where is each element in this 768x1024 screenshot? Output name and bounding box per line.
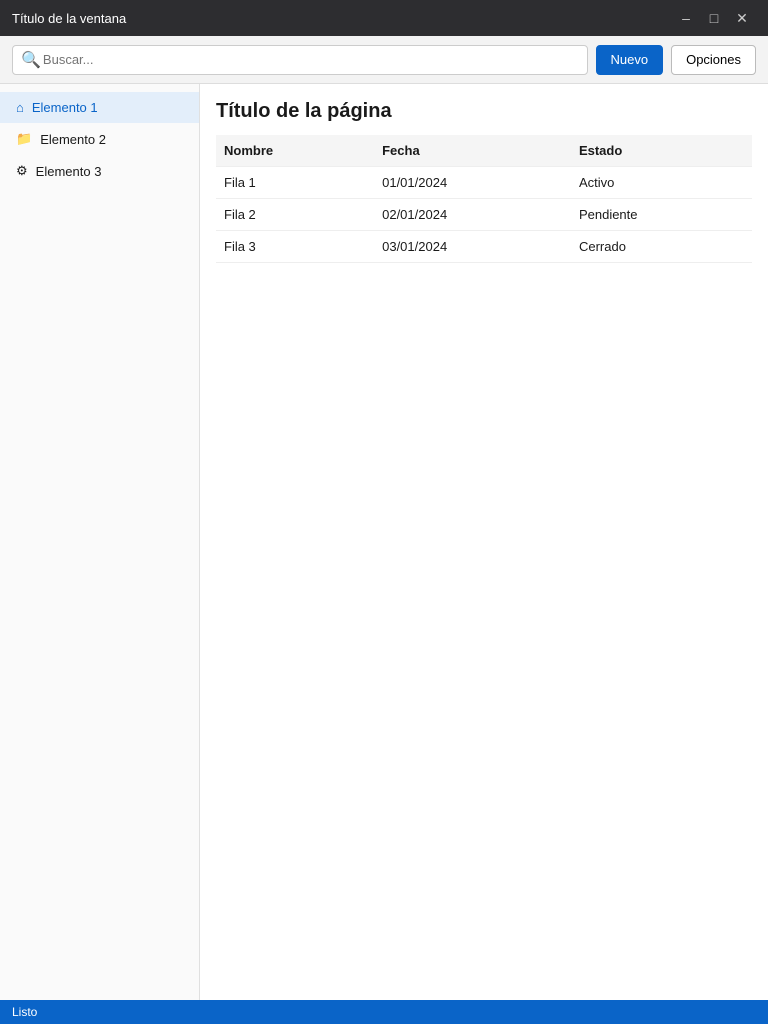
status-bar — [0, 1000, 768, 1024]
table-cell: 01/01/2024 — [374, 167, 571, 199]
home-icon: ⌂ — [16, 100, 24, 115]
content-area — [0, 84, 768, 1000]
page-title: Título de la página — [216, 100, 392, 122]
gear-icon: ⚙ — [16, 163, 28, 178]
table-header-row — [216, 135, 752, 167]
column-header[interactable]: Fecha — [374, 135, 571, 167]
table-cell: 03/01/2024 — [374, 231, 571, 263]
table-cell: 02/01/2024 — [374, 199, 571, 231]
table-row[interactable] — [216, 231, 752, 263]
table-cell: Fila 3 — [216, 231, 374, 263]
folder-icon: 📁 — [16, 131, 33, 146]
title-bar — [0, 0, 768, 36]
toolbar — [0, 36, 768, 84]
table-row[interactable] — [216, 167, 752, 199]
table-cell: Fila 1 — [216, 167, 374, 199]
column-header[interactable]: Nombre — [216, 135, 374, 167]
status-text: Listo — [12, 1005, 38, 1019]
table-cell: Cerrado — [571, 231, 752, 263]
search-box — [12, 45, 588, 75]
sidebar — [0, 84, 200, 1000]
table-cell: Pendiente — [571, 199, 752, 231]
table-cell: Activo — [571, 167, 752, 199]
new-button[interactable]: Nuevo — [596, 45, 664, 75]
sidebar-item-1[interactable] — [0, 92, 199, 123]
table-cell: Fila 2 — [216, 199, 374, 231]
data-table — [216, 135, 752, 263]
search-input[interactable] — [41, 51, 579, 68]
maximize-icon[interactable]: □ — [709, 10, 719, 26]
sidebar-item-2[interactable] — [0, 123, 199, 155]
column-header[interactable]: Estado — [571, 135, 752, 167]
search-icon: 🔍 — [21, 51, 41, 69]
main-panel — [200, 84, 768, 1000]
sidebar-item-label: Elemento 3 — [35, 163, 102, 179]
window-title: Título de la ventana — [12, 10, 127, 26]
sidebar-item-label: Elemento 2 — [40, 131, 106, 147]
options-button[interactable]: Opciones — [671, 45, 756, 75]
minimize-icon[interactable]: – — [682, 10, 690, 26]
sidebar-item-label: Elemento 1 — [31, 100, 98, 115]
close-icon[interactable]: ✕ — [736, 9, 748, 26]
table-row[interactable] — [216, 199, 752, 231]
sidebar-item-3[interactable] — [0, 155, 199, 187]
